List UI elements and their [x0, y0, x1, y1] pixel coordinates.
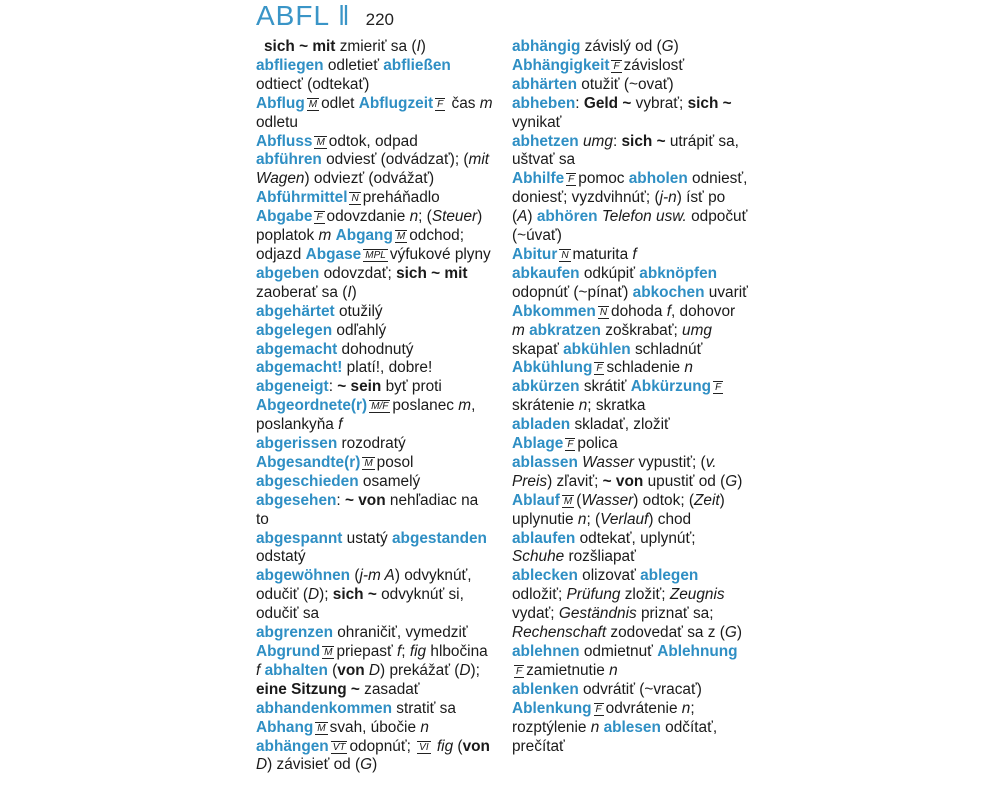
italic-note: Wasser [582, 453, 635, 471]
translation-text: uvariť [704, 283, 753, 301]
translation-text: , dohovor [670, 302, 740, 320]
translation-text: upustiť od ( [643, 472, 726, 490]
translation-text: , poslankyňa [256, 397, 480, 434]
bold-phrase: eine Sitzung ~ [256, 680, 360, 698]
translation-text: ) [351, 283, 357, 301]
dictionary-entry [512, 76, 750, 95]
italic-note: G [724, 624, 737, 642]
dictionary-entry [512, 492, 750, 568]
translation-text: skrátenie [512, 397, 579, 415]
headword: Abflug [256, 94, 305, 112]
dictionary-entry [256, 624, 494, 700]
translation-text: odopnúť (~pínať) [512, 264, 722, 301]
headword: abhören [536, 208, 598, 226]
italic-note: n [684, 359, 693, 377]
headword: abfliegen [256, 56, 324, 74]
italic-note: Schuhe [512, 548, 565, 566]
dictionary-entry [256, 378, 494, 397]
dictionary-entry [256, 530, 494, 568]
translation-text: ) prekážať ( [380, 661, 460, 679]
translation-text: odtok, odpad [328, 132, 418, 150]
headword: ablenken [512, 680, 579, 698]
headword: Ablage [512, 435, 564, 453]
translation-text: ) odviezť (odvážať) [304, 170, 439, 188]
headword: Ablauf [512, 491, 560, 509]
italic-note: umg [682, 321, 712, 339]
translation-text: zasadať [359, 680, 420, 698]
grammar-label: F [715, 382, 722, 394]
translation-text: odľahlý [332, 321, 387, 339]
headword: abhandenkommen [256, 699, 392, 717]
headword: abgeben [256, 264, 320, 282]
translation-text: ) uplynutie [512, 491, 730, 528]
translation-text: ) [420, 38, 426, 55]
italic-note: n [577, 510, 587, 528]
headword: abgrenzen [256, 624, 333, 642]
dictionary-entry [256, 738, 494, 776]
headword: abgemacht! [256, 359, 343, 377]
italic-note: A [517, 208, 528, 226]
italic-note: f [632, 245, 637, 263]
headword: abführen [256, 151, 322, 169]
bold-phrase: ~ sein [337, 378, 382, 396]
translation-text: ; skratka [587, 397, 646, 415]
dictionary-entry [512, 95, 750, 133]
page-header [256, 0, 394, 36]
header-separator: ‖ [338, 0, 350, 31]
headword: Abgabe [256, 208, 313, 226]
italic-note: Verlauf [600, 510, 649, 528]
translation-text: skrátiť [579, 378, 631, 396]
dictionary-entry [512, 416, 750, 435]
grammar-label: F [316, 212, 323, 224]
italic-note: fig [409, 643, 427, 660]
italic-note: D [256, 756, 268, 774]
headword: abgemacht [256, 340, 338, 358]
bold-phrase: sich ~ [332, 586, 377, 604]
bold-phrase: ~ von [344, 491, 386, 509]
translation-text: priepasť [336, 643, 397, 660]
headword: ablehnen [512, 643, 580, 660]
italic-note: I [416, 38, 421, 55]
dictionary-entry [256, 492, 494, 530]
italic-note: f [338, 416, 343, 434]
headword: Abgeordnete(r) [256, 397, 368, 415]
italic-note: f [666, 302, 671, 320]
translation-text: maturita [572, 245, 633, 263]
dictionary-entry [512, 246, 750, 265]
translation-text: odstatý [256, 529, 492, 566]
italic-note: G [661, 38, 674, 55]
translation-text: ) odtok; ( [633, 491, 694, 509]
dictionary-entry [256, 57, 494, 95]
translation-text: ( [453, 737, 463, 755]
translation-text: pomoc [578, 170, 629, 188]
italic-note: Telefon usw. [601, 208, 687, 226]
italic-note: m [458, 397, 472, 415]
headword: Abhilfe [512, 170, 565, 188]
translation-text: ; ( [418, 208, 432, 226]
grammar-label: M [317, 722, 326, 734]
italic-note: Prüfung [566, 586, 621, 604]
translation-text: vynikať [512, 94, 736, 131]
translation-text: odopnúť; [349, 737, 416, 755]
dictionary-entry [256, 208, 494, 303]
translation-text: posol [376, 453, 418, 471]
dictionary-entry [256, 567, 494, 624]
headword: abkürzen [512, 378, 580, 396]
bold-phrase: ~ von [602, 472, 644, 490]
translation-text: skapať [512, 321, 717, 358]
grammar-label: F [595, 703, 602, 715]
headword: abladen [512, 416, 571, 434]
translation-text: odtekať, uplynúť; [575, 529, 700, 547]
italic-note: fig [436, 737, 454, 755]
italic-note: Steuer [431, 208, 478, 226]
translation-text: zložiť; [620, 586, 670, 604]
translation-text: zoškrabať; [600, 321, 683, 339]
headword: abgestanden [392, 529, 487, 547]
translation-text: olizovať [577, 567, 641, 585]
dictionary-entry [512, 38, 750, 76]
italic-note: n [590, 718, 600, 736]
dictionary-entry [256, 341, 494, 379]
grammar-label: M [324, 647, 333, 658]
grammar-label: M [316, 136, 325, 148]
headword: Abgrund [256, 643, 321, 660]
dictionary-entry [512, 133, 750, 171]
bold-phrase: sich ~ [687, 94, 732, 112]
grammar-label: VI [419, 741, 429, 753]
headword: abhängig [512, 38, 581, 55]
headword: ablecken [512, 567, 578, 585]
translation-text: odniesť, doniesť; vyzdvihnúť; ( [512, 170, 752, 207]
translation-text: zmieriť sa ( [335, 38, 417, 55]
italic-note: n [409, 208, 419, 226]
headword: Abhängigkeit [512, 56, 610, 74]
translation-text: ; rozptýlenie [512, 699, 699, 736]
italic-note: f [397, 643, 402, 660]
translation-text: platí!, dobre! [342, 359, 433, 377]
translation-text: : [575, 94, 584, 112]
translation-text: odložiť; [512, 567, 703, 604]
headword: abgelegen [256, 321, 333, 339]
headword: Ablenkung [512, 699, 592, 717]
italic-note: D [368, 661, 381, 679]
grammar-label: N [561, 249, 569, 261]
translation-text: ) [527, 208, 537, 226]
translation-text: odletu [256, 94, 497, 131]
translation-text: ) zľaviť; [547, 472, 603, 490]
headword: ablassen [512, 453, 578, 471]
headword: Abführmittel [256, 189, 348, 207]
translation-text: závislý od ( [580, 38, 662, 55]
grammar-label: F [613, 60, 620, 72]
headword: ablesen [603, 718, 661, 736]
bold-phrase: von [462, 737, 490, 755]
grammar-label: M [396, 231, 406, 243]
dictionary-entry [256, 322, 494, 341]
translation-text: vypustiť; ( [634, 453, 706, 471]
bold-phrase: sich ~ [621, 132, 666, 150]
translation-text: ) závisieť od ( [267, 756, 361, 774]
translation-text: odmietnuť [579, 643, 658, 660]
headword: abhetzen [512, 132, 579, 150]
translation-text: : [328, 378, 338, 396]
headword: Abgesandte(r) [256, 453, 361, 471]
translation-text: odchod; odjazd [256, 227, 469, 263]
page-number: 220 [365, 10, 394, 29]
grammar-label: F [596, 363, 603, 375]
headword: abkühlen [563, 340, 631, 358]
headword: abknöpfen [639, 264, 718, 282]
translation-text: odvrátenie [605, 699, 682, 717]
grammar-label: MPL [365, 249, 386, 261]
headword: abgeneigt [256, 378, 329, 396]
translation-text: ) [736, 624, 747, 642]
headword: abkaufen [512, 264, 580, 282]
translation-text: zaoberať sa ( [256, 264, 472, 301]
translation-text: ) poplatok [256, 208, 487, 245]
dictionary-entry [512, 567, 750, 680]
translation-text: vydať; [512, 586, 729, 623]
headword: Abgase [305, 245, 362, 263]
italic-note: D [307, 586, 320, 604]
translation-text: schladnúť [630, 340, 707, 358]
translation-text: poslanec [392, 397, 459, 415]
italic-note: mit Wagen [256, 151, 494, 188]
dictionary-entry [512, 264, 753, 378]
translation-text: výfukové plyny [389, 245, 496, 263]
translation-text: ; ( [586, 510, 601, 528]
headword: abholen [628, 170, 688, 188]
grammar-label: F [437, 98, 444, 110]
headword: Abgang [335, 227, 393, 245]
translation-text: rozšliapať [564, 548, 636, 566]
translation-text: polica [577, 435, 618, 453]
grammar-label: M [563, 495, 573, 507]
italic-note: m [479, 94, 493, 112]
translation-text: ) odvyknúť, odučiť ( [256, 567, 476, 604]
italic-note: m [512, 321, 525, 339]
headword: Abkommen [512, 302, 596, 320]
italic-note: Wasser [581, 491, 634, 509]
translation-text: odtiecť (odtekať) [256, 56, 456, 93]
italic-note: j-m A [359, 567, 395, 585]
translation-text: odviesť (odvádzať); ( [321, 151, 469, 169]
grammar-label: N [351, 193, 359, 205]
italic-note: n [681, 699, 691, 717]
translation-text: ( [350, 567, 360, 585]
translation-text: ) ísť po ( [512, 189, 730, 226]
dictionary-entry [256, 435, 494, 492]
translation-text: utrápiť sa, uštvať sa [512, 132, 744, 169]
translation-text: odovzdanie [326, 208, 410, 226]
headword: abgesehen [256, 491, 337, 509]
italic-note: Geständnis [558, 605, 637, 623]
headword: abgehärtet [256, 302, 335, 320]
italic-note: m [318, 227, 332, 245]
translation-text: ; [401, 643, 410, 660]
translation-text: nehľadiac na to [256, 491, 483, 528]
translation-text: ustatý [342, 529, 392, 547]
translation-text: rozodratý [337, 435, 410, 453]
headword: abgeschieden [256, 472, 359, 490]
dictionary-entry [512, 681, 750, 757]
headword: Ablehnung [657, 643, 738, 660]
italic-note: Rechenschaft [512, 624, 607, 642]
dictionary-entry [256, 38, 494, 57]
translation-text: : [336, 491, 345, 509]
italic-note: j-n [659, 189, 677, 207]
dictionary-entry [512, 435, 750, 454]
translation-text: ) [673, 38, 684, 55]
translation-text: ) [737, 472, 743, 490]
translation-text: zodovedať sa z ( [606, 624, 725, 642]
translation-text: otužiť (~ovať) [577, 75, 674, 93]
dictionary-entry [256, 133, 494, 152]
translation-text: svah, úbočie [329, 718, 421, 736]
translation-text: odletieť [323, 56, 384, 74]
grammar-label: F [516, 665, 523, 677]
translation-text: odvrátiť (~vracať) [578, 680, 707, 698]
translation-text: ( [327, 661, 338, 679]
italic-note: Zeit [694, 491, 720, 509]
translation-text: stratiť sa [391, 699, 456, 717]
headword: Abfluss [256, 132, 313, 150]
dictionary-entry [256, 151, 494, 208]
dictionary-entry [256, 94, 497, 133]
translation-text: ); [319, 586, 333, 604]
dictionary-entry [256, 700, 494, 719]
headword: abhängen [256, 737, 329, 755]
italic-note: n [420, 718, 429, 736]
headword: abgerissen [256, 435, 338, 453]
headword: ablaufen [512, 529, 576, 547]
italic-note: n [578, 397, 588, 415]
translation-text: preháňadlo [362, 189, 440, 207]
headword: ablegen [640, 567, 699, 585]
italic-note: f [256, 661, 261, 679]
italic-note: Zeugnis [669, 586, 725, 604]
grammar-label: M [364, 457, 373, 469]
bold-phrase: Geld ~ [583, 94, 632, 112]
dictionary-entry [512, 378, 750, 416]
translation-text: hlbočina [426, 643, 492, 660]
italic-note: G [360, 756, 373, 774]
headword: abkochen [632, 283, 705, 301]
bold-phrase: sich ~ mit [264, 38, 336, 55]
headword: abgespannt [256, 529, 343, 547]
translation-text: odpočuť (~úvať) [512, 208, 752, 245]
translation-text: ); [470, 661, 485, 679]
dictionary-column-right [512, 38, 753, 756]
dictionary-entry [512, 454, 750, 492]
grammar-label: M/F [371, 401, 389, 413]
italic-note: D [459, 661, 471, 679]
headword: abhärten [512, 75, 577, 93]
translation-text: osamelý [358, 472, 421, 490]
headword: abfließen [383, 56, 451, 74]
translation-text: dohoda [611, 302, 667, 320]
grammar-label: M [308, 98, 318, 110]
bold-phrase: von [337, 661, 365, 679]
translation-text: ) [372, 756, 378, 774]
dictionary-entry [256, 719, 494, 738]
dictionary-column-left [256, 38, 497, 775]
translation-text: ( [576, 491, 582, 509]
grammar-label: F [567, 439, 574, 451]
italic-note: n [609, 661, 618, 679]
dictionary-entry [256, 397, 494, 435]
grammar-label: N [599, 306, 608, 318]
translation-text: schladenie [606, 359, 685, 377]
headword: Abhang [256, 718, 314, 736]
translation-text: závislosť [623, 56, 685, 74]
translation-text: ) chod [648, 510, 696, 528]
italic-note: G [725, 472, 738, 490]
headword: Abkühlung [512, 359, 593, 377]
translation-text: odovzdať; [319, 264, 397, 282]
grammar-label: VT [332, 741, 346, 753]
translation-text: ohraničiť, vymedziť [332, 624, 472, 642]
translation-text: čas [447, 94, 480, 112]
translation-text: vybrať; [631, 94, 688, 112]
translation-text: skladať, zložiť [570, 416, 670, 434]
headword: abkratzen [529, 321, 601, 339]
headword: abheben [512, 94, 576, 112]
headword: Abitur [512, 245, 558, 263]
italic-note: v. Preis [512, 453, 721, 490]
dictionary-entry [512, 170, 750, 246]
italic-note: umg [582, 132, 613, 150]
headword: abhalten [264, 661, 328, 679]
bold-phrase: sich ~ mit [396, 264, 468, 282]
headword: Abflugzeit [358, 94, 434, 112]
dictionary-entry [256, 303, 494, 322]
translation-text: otužilý [334, 302, 383, 320]
headword: Abkürzung [630, 378, 712, 396]
translation-text: : [612, 132, 622, 150]
translation-text: odčítať, prečítať [512, 718, 722, 755]
grammar-label: F [568, 174, 575, 186]
italic-note: I [347, 283, 352, 301]
running-headword: ABFL [256, 0, 331, 31]
translation-text [490, 738, 494, 755]
translation-text: odkúpiť [579, 264, 640, 282]
translation-text: priznať sa; [636, 605, 718, 623]
translation-text: byť proti [381, 378, 442, 396]
translation-text: dohodnutý [337, 340, 418, 358]
translation-text: zamietnutie [526, 661, 610, 679]
translation-text: odlet [321, 94, 359, 112]
headword: abgewöhnen [256, 567, 351, 585]
translation-text: odvyknúť si, odučiť sa [256, 586, 469, 623]
